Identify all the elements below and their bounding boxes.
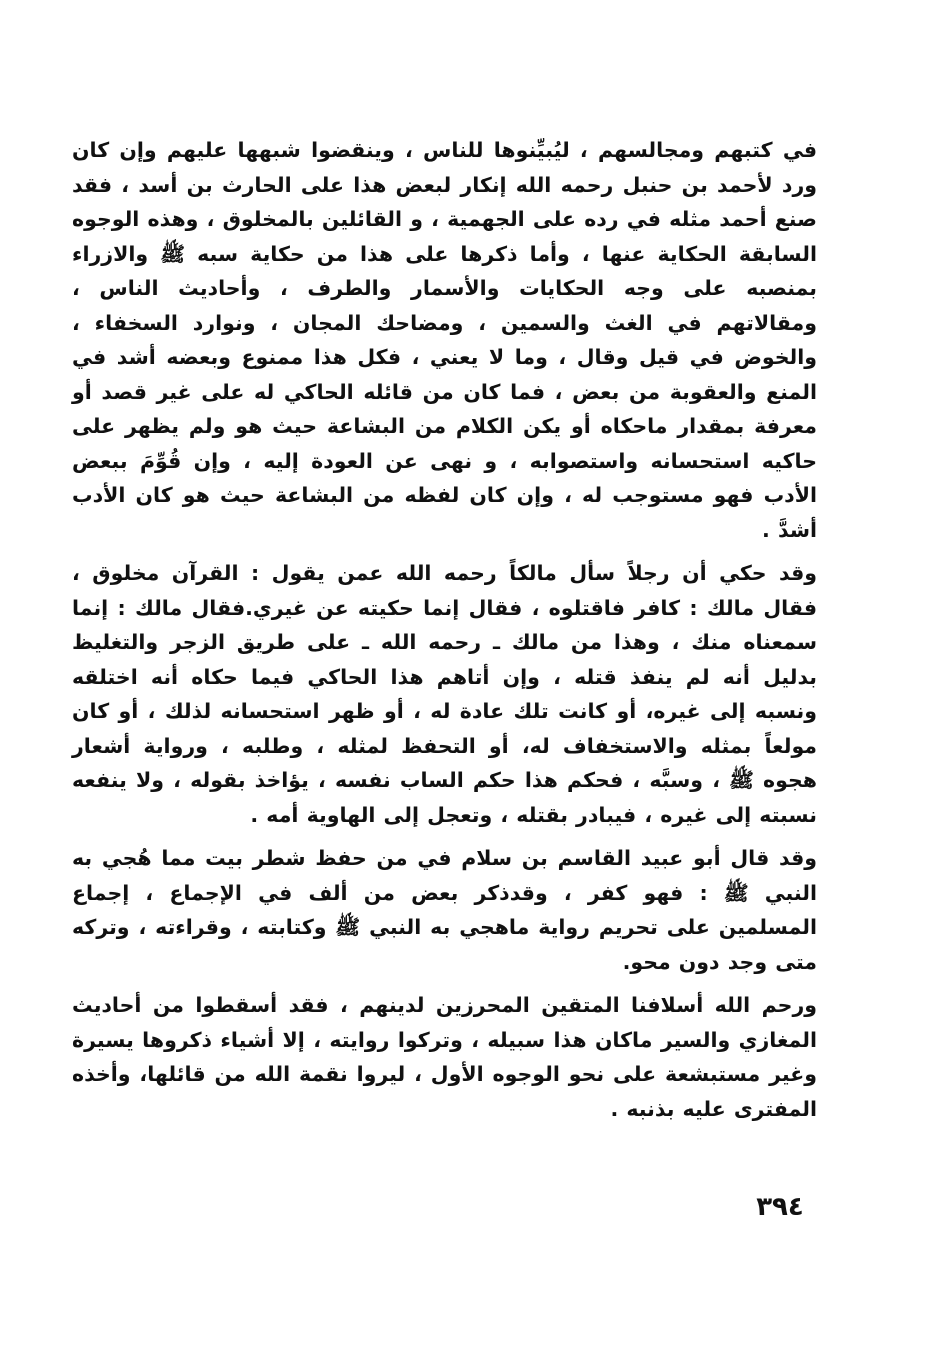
paragraph-1: في كتبهم ومجالسهم ، ليُبيِّنوها للناس ، وينقضوا شبهها عليهم وإن كان ورد لأحمد بن حنبل رحمه الله إنكار لبعض هذا على الحارث بن أسد ، فقد صنع أحمد مثله في رده على الجهمية ، و القائلين بالمخلوق ، وهذه الوجوه السابقة الحكاية عنها ، وأما ذكرها على هذا من حكاية سبه ﷺ والازراء بمنصبه على وجه الحكايات والأسمار والطرف ، وأحاديث الناس ، ومقالاتهم في الغث والسمين ، ومضاحك المجان ، ونوارد السخفاء ، والخوض في قيل وقال ، وما لا يعني ، فكل هذا ممنوع وبعضه أشد في المنع والعقوبة من بعض ، فما كان من قائله الحاكي له على غير قصد أو معرفة بمقدار ماحكاه أو يكن الكلام من البشاعة حيث هو ولم يظهر على حاكيه استحسانه واستصوابه ، و نهى عن العودة إليه ، وإن قُوِّمَ ببعض الأدب فهو مستوجب له ، وإن كان لفظه من البشاعة حيث هو كان الأدب أشدَّ . bbox=[72, 138, 817, 542]
paragraph-3: وقد قال أبو عبيد القاسم بن سلام في من حفظ شطر بيت مما هُجي به النبي ﷺ : فهو كفر ، وقدذكر بعض من ألف في الإجماع ، إجماع المسلمين على تحريم رواية ماهجي به النبي ﷺ وكتابته ، وقراءته ، وتركه متى وجد دون محو. bbox=[72, 846, 817, 974]
page-body bbox=[72, 133, 817, 1126]
paragraph-2: وقد حكي أن رجلاً سأل مالكاً رحمه الله عمن يقول : القرآن مخلوق ، فقال مالك : كافر فاقتلوه ، فقال إنما حكيته عن غيري.فقال مالك : إنما سمعناه منك ، وهذا من مالك ـ رحمه الله ـ على طريق الزجر والتغليظ بدليل أنه لم ينفذ قتله ، وإن أتاهم هذا الحاكي فيما حكاه أنه اختلقه ونسبه إلى غيره، أو كانت تلك عادة له ، أو ظهر استحسانه لذلك ، أو كان مولعاً بمثله والاستخفاف له، أو التحفظ لمثله ، وطلبه ، ورواية أشعار هجوه ﷺ ، وسبَّه ، فحكم هذا حكم الساب نفسه ، يؤاخذ بقوله ، ولا ينفعه نسبته إلى غيره ، فيبادر بقتله ، وتعجل إلى الهاوية أمه . bbox=[72, 561, 817, 827]
page-number: ٣٩٤ bbox=[756, 1192, 804, 1222]
paragraph-4: ورحم الله أسلافنا المتقين المحرزين لدينهم ، فقد أسقطوا من أحاديث المغازي والسير ماكان هذا سبيله ، وتركوا روايته ، إلا أشياء ذكروها يسيرة وغير مستبشعة على نحو الوجوه الأول ، ليروا نقمة الله من قائلها، وأخذه المفترى عليه بذنبه . bbox=[72, 993, 817, 1121]
